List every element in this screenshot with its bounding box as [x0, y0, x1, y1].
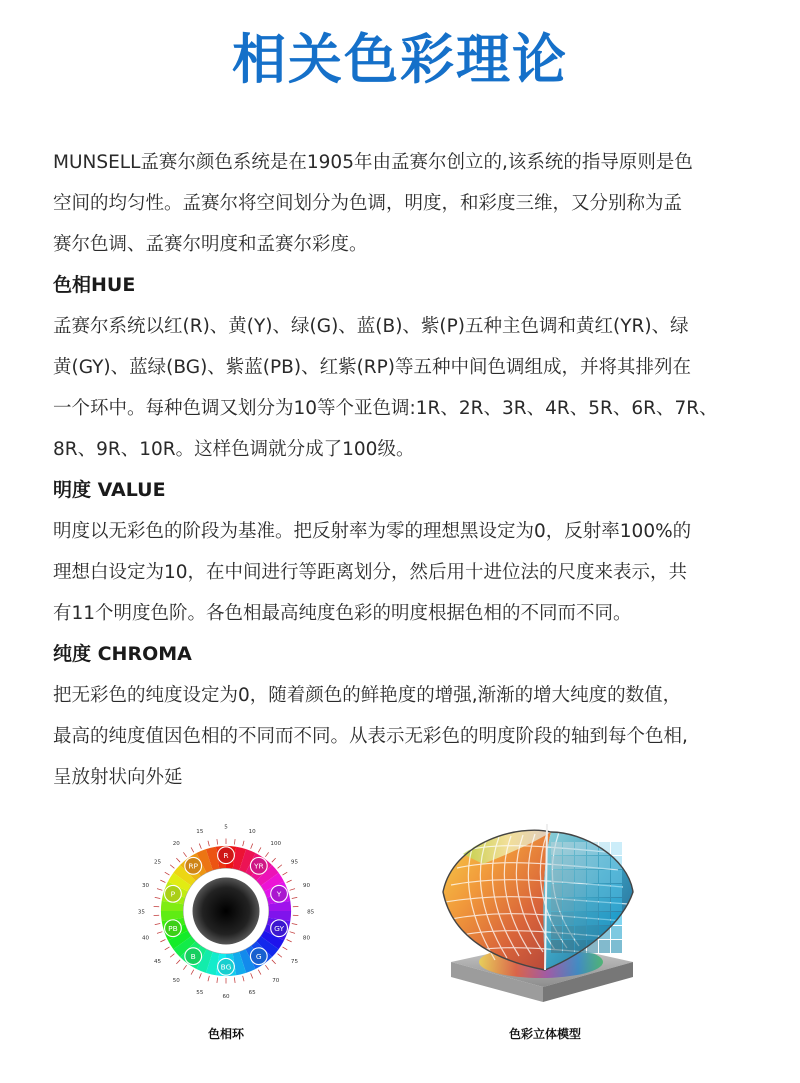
chroma-heading: 纯度 CHROMA [53, 643, 192, 665]
wheel-number: 80 [302, 935, 311, 942]
hue-badge-label: GY [274, 924, 285, 934]
wheel-number: 70 [272, 977, 280, 984]
chroma-line: 呈放射状向外延 [53, 767, 183, 788]
wheel-number: 100 [270, 840, 282, 847]
wheel-number: 15 [196, 828, 204, 835]
intro-line: 赛尔色调、孟赛尔明度和孟赛尔彩度。 [53, 234, 368, 255]
article-body [53, 142, 753, 798]
color-solid-image [423, 812, 653, 1012]
wheel-number: 35 [137, 909, 145, 916]
intro-line: MUNSELL孟赛尔颜色系统是在1905年由孟赛尔创立的,该系统的指导原则是色 [53, 152, 693, 173]
wheel-number: 30 [141, 883, 150, 890]
chroma-line: 把无彩色的纯度设定为0，随着颜色的鲜艳度的增强,渐渐的增大纯度的数值， [53, 685, 682, 706]
wheel-number: 50 [172, 977, 180, 984]
wheel-number: 95 [290, 859, 299, 866]
page-title: 相关色彩理论 [232, 28, 568, 91]
solid-caption: 色彩立体模型 [508, 1027, 581, 1041]
value-line: 明度以无彩色的阶段为基准。把反射率为零的理想黑设定为0，反射率100%的 [53, 521, 692, 542]
hue-badge-label: BG [220, 962, 232, 972]
hue-badge-label: B [190, 951, 196, 961]
value-line: 理想白设定为10，在中间进行等距离划分，然后用十进位法的尺度来表示，共 [53, 562, 688, 583]
wheel-number: 65 [248, 989, 256, 996]
wheel-number: 75 [290, 959, 299, 966]
hue-badge-label: G [255, 951, 262, 961]
hue-line: 孟赛尔系统以红(R)、黄(Y)、绿(G)、蓝(B)、紫(P)五种主色调和黄红(YR)、绿 [53, 316, 689, 337]
wheel-number: 25 [153, 859, 162, 866]
hue-line: 8R、9R、10R。这样色调就分成了100级。 [53, 439, 415, 460]
hue-heading: 色相HUE [53, 274, 136, 296]
wheel-caption: 色相环 [207, 1027, 244, 1041]
value-heading: 明度 VALUE [53, 479, 166, 501]
chroma-line: 最高的纯度值因色相的不同而不同。从表示无彩色的明度阶段的轴到每个色相, [53, 726, 688, 747]
wheel-number: 90 [302, 883, 311, 890]
hue-line: 一个环中。每种色调又划分为10等个亚色调:1R、2R、3R、4R、5R、6R、7R、 [53, 398, 718, 419]
hue-badge-label: RP [188, 861, 199, 871]
wheel-number: 5 [224, 824, 228, 831]
hue-badge-label: R [223, 850, 229, 860]
hue-badge-label: PB [168, 924, 178, 934]
value-line: 有11个明度色阶。各色相最高纯度色彩的明度根据色相的不同而不同。 [53, 603, 632, 624]
wheel-number: 40 [141, 935, 150, 942]
wheel-number: 10 [248, 828, 256, 835]
hue-badge-label: P [170, 889, 176, 899]
hue-badge-label: YR [253, 861, 264, 871]
hue-wheel-image [133, 818, 319, 1004]
intro-line: 空间的均匀性。孟赛尔将空间划分为色调，明度，和彩度三维，又分别称为孟 [53, 193, 683, 214]
wheel-number: 20 [172, 840, 180, 847]
wheel-number: 60 [222, 993, 230, 1000]
wheel-number: 85 [307, 909, 315, 916]
wheel-number: 45 [153, 959, 162, 966]
wheel-number: 55 [196, 989, 204, 996]
hue-badge-label: Y [276, 889, 282, 899]
hue-line: 黄(GY)、蓝绿(BG)、紫蓝(PB)、红紫(RP)等五种中间色调组成，并将其排列在 [53, 357, 692, 378]
